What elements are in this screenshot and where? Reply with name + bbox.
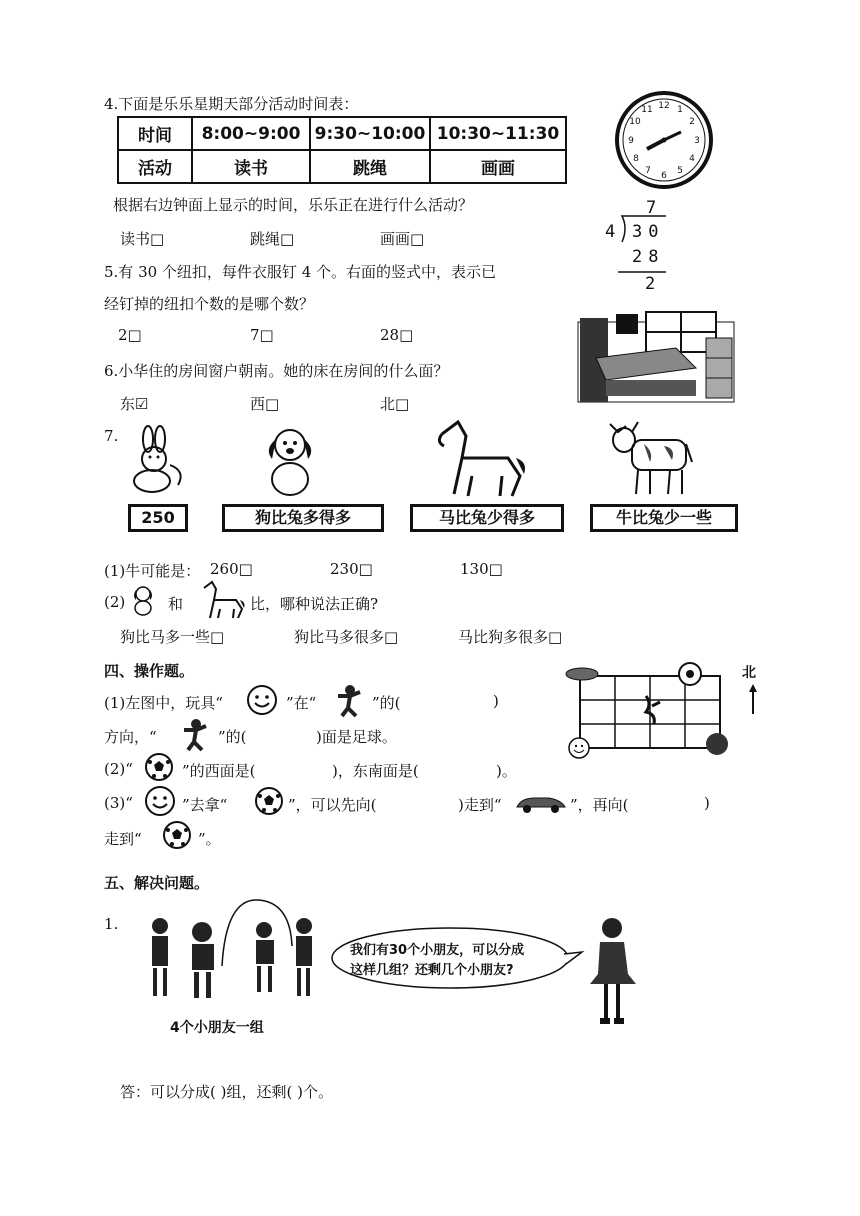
soccer-ball-icon [144,752,174,782]
q7-number: 7. [104,427,119,445]
s4-q2-a: (2)“ [104,760,133,778]
svg-text:9: 9 [628,136,634,146]
option-dog-more-little[interactable]: 狗比马多一些□ [120,628,225,646]
option-west[interactable]: 西□ [250,395,280,413]
division-quotient: 7 [646,198,657,218]
table-cell: 8:00~9:00 [192,117,310,150]
s4-q1-g: )面是足球。 [316,728,397,746]
q6-question: 6.小华住的房间窗户朝南。她的床在房间的什么面？ [104,362,449,380]
north-arrow-icon [748,684,758,714]
table-cell: 时间 [118,117,192,150]
q7-sub2-suffix: 比，哪种说法正确? [250,595,379,613]
q5-line1: 5.有 30 个纽扣，每件衣服钉 4 个。右面的竖式中，表示已 [104,263,497,281]
svg-text:3: 3 [694,136,700,146]
option-draw[interactable]: 画画□ [380,230,425,248]
s5-answer: 答：可以分成( )组，还剩( )个。 [120,1083,333,1101]
s4-q3-f: ) [704,794,710,812]
table-row [118,150,566,183]
s4-q3-b: ”去拿“ [182,796,228,814]
svg-text:6: 6 [661,171,667,181]
north-label: 北 [742,665,756,681]
q7-sub1-prefix: (1)牛可能是： [104,562,201,580]
table-cell: 活动 [118,150,192,183]
q4-intro: 4.下面是乐乐星期天部分活动时间表： [104,95,359,113]
option-dog-more-much[interactable]: 狗比马多很多□ [294,628,399,646]
option-2[interactable]: 2□ [118,326,142,344]
q7-sub2-and: 和 [168,595,184,613]
horse-icon [200,580,246,620]
s4-q3-h: ”。 [198,830,221,848]
s4-q1-e: 方向，“ [104,728,157,746]
toy-car-icon [515,792,567,814]
s4-q1-c: ”的( [372,694,401,712]
dog-icon [130,584,156,616]
svg-text:1: 1 [677,105,683,115]
section4-title: 四、操作题。 [104,662,195,680]
table-cell: 读书 [192,150,310,183]
bubble-line1: 我们有30个小朋友，可以分成 [350,943,525,958]
s4-q2-c: )，东南面是( [332,762,419,780]
q4-question: 根据右边钟面上显示的时间，乐乐正在进行什么活动？ [113,196,474,214]
division-bracket [618,214,668,244]
girl-image [586,914,640,1034]
svg-text:8: 8 [633,154,639,164]
s4-q2-d: )。 [496,762,517,780]
label-250: 250 [128,504,188,532]
label-dog-more: 狗比兔多得多 [222,504,384,532]
soccer-ball-icon [254,786,284,816]
horse-image [432,418,532,498]
s4-q3-c: ”，可以先向( [288,796,377,814]
option-jump-rope[interactable]: 跳绳□ [250,230,295,248]
option-read[interactable]: 读书□ [120,230,165,248]
q5-line2: 经钉掉的纽扣个数的是哪个数？ [104,295,315,313]
option-260[interactable]: 260□ [210,560,253,578]
division-divisor: 4 [605,222,616,242]
division-dividend: 30 [632,222,665,242]
smiley-icon [246,684,278,716]
bubble-line2: 这样几组？还剩几个小朋友? [350,963,514,978]
s4-q1-a: (1)左图中，玩具“ [104,694,223,712]
bedroom-image [576,308,736,404]
division-line [618,270,668,274]
svg-text:2: 2 [689,117,695,127]
table-row [118,117,566,150]
option-east[interactable]: 东☑ [120,395,149,413]
s4-q3-a: (3)“ [104,794,133,812]
clock-icon [614,90,714,190]
svg-text:11: 11 [641,105,653,115]
s5-caption: 4个小朋友一组 [170,1020,264,1036]
table-cell: 画画 [430,150,566,183]
svg-text:7: 7 [645,166,651,176]
label-horse-less: 马比兔少得多 [410,504,564,532]
s4-q3-d: )走到“ [458,796,502,814]
division-product: 28 [632,247,665,267]
label-cow-less: 牛比兔少一些 [590,504,738,532]
table-cell: 9:30~10:00 [310,117,430,150]
s5-q1-number: 1. [104,915,119,933]
children-jump-rope-image [140,896,320,1008]
option-horse-more-much[interactable]: 马比狗多很多□ [458,628,563,646]
soccer-ball-icon [162,820,192,850]
s4-q1-f: ”的( [218,728,247,746]
table-cell: 10:30~11:30 [430,117,566,150]
svg-text:12: 12 [658,101,670,111]
table-cell: 跳绳 [310,150,430,183]
schedule-table [117,116,567,184]
svg-text:4: 4 [689,154,695,164]
division-remainder: 2 [645,274,656,294]
child-icon [176,716,212,752]
option-28[interactable]: 28□ [380,326,414,344]
option-230[interactable]: 230□ [330,560,373,578]
s4-q1-d: ) [493,692,499,710]
section5-title: 五、解决问题。 [104,874,210,892]
option-7[interactable]: 7□ [250,326,274,344]
smiley-icon [144,785,176,817]
s4-q1-b: ”在“ [286,694,317,712]
cow-image [604,418,694,498]
s4-q2-b: ”的西面是( [182,762,256,780]
position-grid [560,660,770,760]
rabbit-image [128,425,188,495]
s4-q3-e: ”，再向( [570,796,629,814]
option-north[interactable]: 北□ [380,395,410,413]
svg-text:5: 5 [677,166,683,176]
option-130[interactable]: 130□ [460,560,503,578]
s4-q3-g: 走到“ [104,830,142,848]
dog-image [260,425,324,499]
child-icon [330,682,366,718]
svg-text:10: 10 [629,117,641,127]
q7-sub2-prefix: (2) [104,593,126,611]
